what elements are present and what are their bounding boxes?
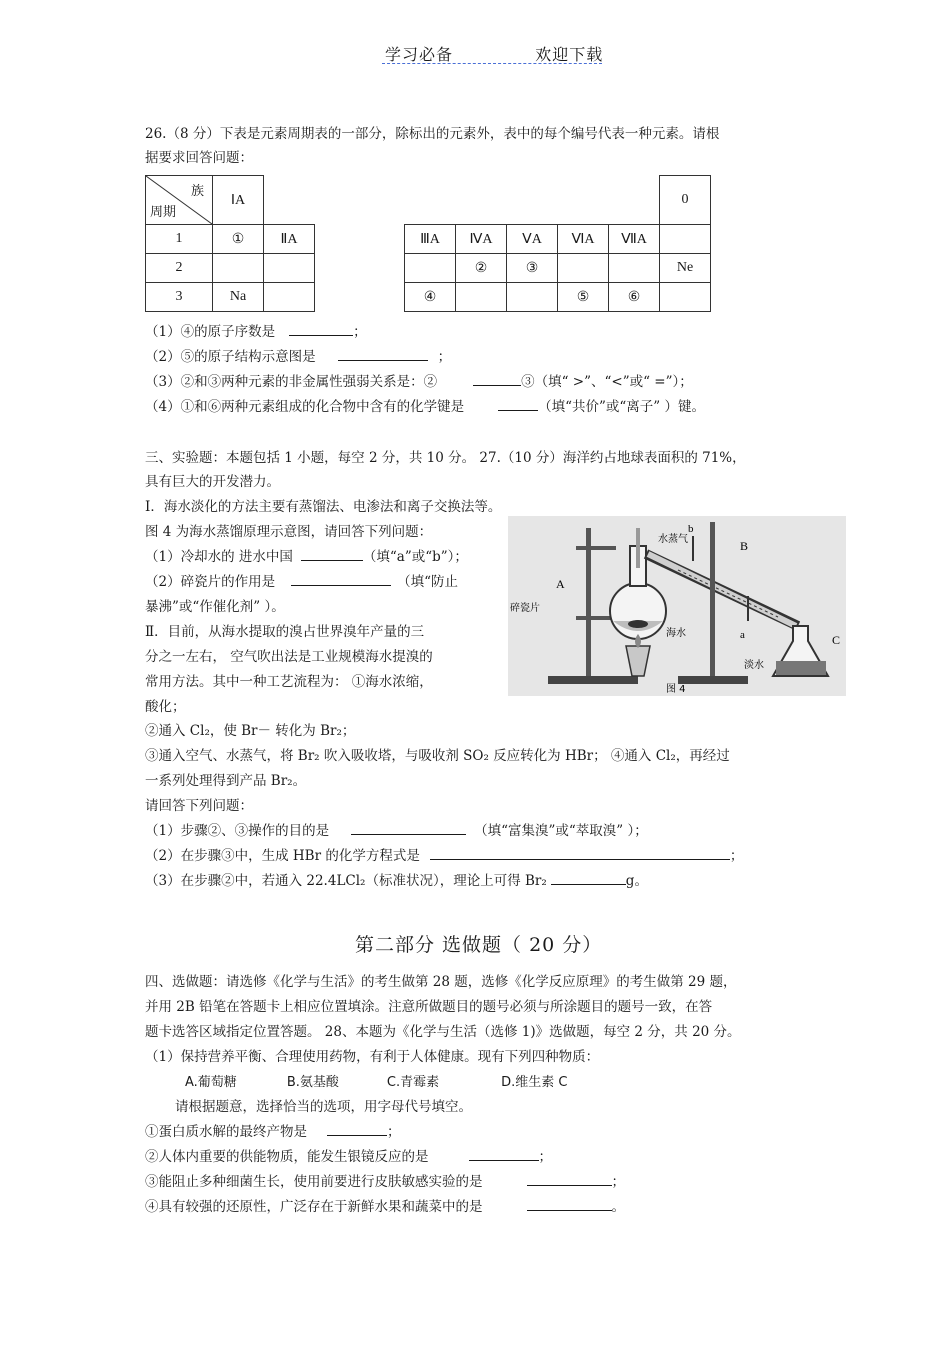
label-fresh-water: 淡水 (744, 660, 764, 671)
group-IVA: ⅣA (456, 225, 507, 254)
answer-blank[interactable] (291, 571, 391, 586)
label-steam: 水蒸气 (658, 534, 688, 545)
part3-line1: 三、实验题：本题包括 1 小题，每空 2 分，共 10 分。 27.（10 分）海洋约占地球表面积的 71%， (145, 450, 746, 466)
part3-line4: 图 4 为海水蒸馏原理示意图，请回答下列问题： (145, 524, 433, 540)
answer-blank[interactable] (473, 371, 521, 386)
part3-line15: 请回答下列问题： (145, 798, 253, 814)
answer-blank[interactable] (551, 870, 626, 885)
part3-line2: 具有巨大的开发潜力。 (145, 474, 280, 490)
part3-line16: （1）步骤②、③操作的目的是 （填“富集溴”或“萃取溴” ）； (145, 819, 648, 839)
answer-blank[interactable] (527, 1171, 612, 1186)
part3-line13: ③通入空气、水蒸气，将 Br₂ 吹入吸收塔，与吸收剂 SO₂ 反应转化为 HBr； ④通入 Cl₂，再经过 (145, 748, 730, 764)
option-c: C.青霉素 (386, 1075, 440, 1090)
cell-5: ⑤ (558, 283, 609, 312)
cell-ne: Ne (660, 254, 711, 283)
label-chips: 碎瓷片 (510, 603, 540, 614)
distillation-figure (508, 516, 846, 696)
options-row (185, 1071, 567, 1090)
cell-6: ⑥ (609, 283, 660, 312)
part3-line7: 暴沸”或“作催化剂” ）。 (145, 599, 285, 615)
answer-blank[interactable] (351, 820, 466, 835)
label-b: b (688, 523, 694, 535)
period-1: 1 (146, 225, 213, 254)
cell-p1-0 (660, 225, 711, 254)
q26-intro-1: 26.（8 分）下表是元素周期表的一部分，除标出的元素外，表中的每个编号代表一种元素。请根 (145, 126, 720, 142)
label-A: A (556, 577, 565, 591)
corner-group-label: 族 (190, 183, 204, 198)
cell-3: ③ (507, 254, 558, 283)
part3-line12: ②通入 Cl₂，使 Br－ 转化为 Br₂； (145, 723, 356, 739)
part2-line2: 并用 2B 铅笔在答题卡上相应位置填涂。注意所做题目的题号必须与所涂题目的题号一致，在答 (145, 999, 713, 1015)
answer-blank[interactable] (498, 396, 538, 411)
part3-line8: Ⅱ．目前，从海水提取的溴占世界溴年产量的三 (145, 624, 425, 640)
figure-caption: 图 4 (666, 684, 686, 695)
label-B: B (740, 539, 749, 553)
part3-line11: 酸化； (145, 699, 186, 715)
answer-blank[interactable] (289, 321, 353, 336)
label-a: a (740, 629, 745, 641)
period-3: 3 (146, 283, 213, 312)
part2-line3: 题卡选答区域指定位置答题。 28、本题为《化学与生活（选修 1)》选做题，每空 2 分，共 20 分。 (145, 1024, 741, 1040)
option-a: A.葡萄糖 (185, 1075, 237, 1090)
part3-line18: （3）在步骤②中，若通入 22.4LCl₂（标准状况），理论上可得 Br₂ g。 (145, 869, 648, 889)
label-C: C (832, 633, 841, 647)
header-right: 欢迎下载 (535, 45, 604, 64)
corner-period-label: 周期 (150, 204, 177, 219)
q26-intro-2: 据要求回答问题： (145, 150, 253, 166)
cell-2: ② (456, 254, 507, 283)
group-0: 0 (660, 176, 711, 225)
part2-q2: ②人体内重要的供能物质，能发生银镜反应的是 ； (145, 1145, 552, 1165)
table-corner (146, 176, 213, 225)
q26-sub4: （4）①和⑥两种元素组成的化合物中含有的化学键是 （填“共价”或“离子” ）键。 (145, 395, 705, 415)
q26-sub2: （2）⑤的原子结构示意图是 ； (145, 345, 451, 365)
page-header (385, 42, 603, 65)
part3-line14: 一系列处理得到产品 Br₂。 (145, 773, 307, 789)
answer-blank[interactable] (338, 346, 428, 361)
cell-na: Na (213, 283, 264, 312)
header-left: 学习必备 (385, 45, 454, 64)
part2-q4: ④具有较强的还原性，广泛存在于新鲜水果和蔬菜中的是 。 (145, 1195, 625, 1215)
group-IIIA: ⅢA (405, 225, 456, 254)
option-b: B.氨基酸 (286, 1075, 339, 1090)
part3-line6: （2）碎瓷片的作用是 （填“防止 (145, 570, 458, 590)
part2-title: 第二部分 选做题（ 20 分） (355, 934, 603, 956)
part3-line9: 分之一左右， 空气吹出法是工业规模海水提溴的 (145, 649, 433, 665)
q26-sub1: （1）④的原子序数是 ； (145, 320, 367, 340)
label-seawater: 海水 (666, 628, 686, 639)
answer-blank[interactable] (327, 1121, 387, 1136)
answer-blank[interactable] (527, 1196, 612, 1211)
group-VA: ⅤA (507, 225, 558, 254)
group-VIA: ⅥA (558, 225, 609, 254)
part2-q3: ③能阻止多种细菌生长，使用前要进行皮肤敏感实验的是 ； (145, 1170, 625, 1190)
answer-blank[interactable] (469, 1146, 539, 1161)
group-IIA: ⅡA (264, 225, 315, 254)
part3-line10: 常用方法。其中一种工艺流程为： ①海水浓缩， (145, 674, 433, 690)
header-underline (382, 63, 602, 64)
answer-blank[interactable] (301, 546, 363, 561)
periodic-table (145, 175, 711, 312)
option-d: D.维生素 C (501, 1075, 568, 1090)
part3-line3: Ⅰ．海水淡化的方法主要有蒸馏法、电渗法和离子交换法等。 (145, 499, 502, 515)
answer-blank[interactable] (430, 845, 730, 860)
group-IA: ⅠA (213, 176, 264, 225)
part2-line4: （1）保持营养平衡、合理使用药物，有利于人体健康。现有下列四种物质： (145, 1049, 600, 1065)
cell-4: ④ (405, 283, 456, 312)
period-2: 2 (146, 254, 213, 283)
distillation-diagram (508, 516, 846, 696)
group-VIIA: ⅦA (609, 225, 660, 254)
part3-line17: （2）在步骤③中，生成 HBr 的化学方程式是 ； (145, 844, 743, 864)
part2-line1: 四、选做题：请选修《化学与生活》的考生做第 28 题，选修《化学反应原理》的考生做第 29 题， (145, 974, 737, 990)
cell-1: ① (213, 225, 264, 254)
part3-line5: （1）冷却水的 进水中国 （填“a”或“b”）； (145, 545, 468, 565)
part2-line5: 请根据题意，选择恰当的选项，用字母代号填空。 (175, 1099, 472, 1115)
q26-sub3: （3）②和③两种元素的非金属性强弱关系是：② ③（填“ >”、“<”或“ =”）； (145, 370, 693, 390)
part2-q1: ①蛋白质水解的最终产物是 ； (145, 1120, 401, 1140)
